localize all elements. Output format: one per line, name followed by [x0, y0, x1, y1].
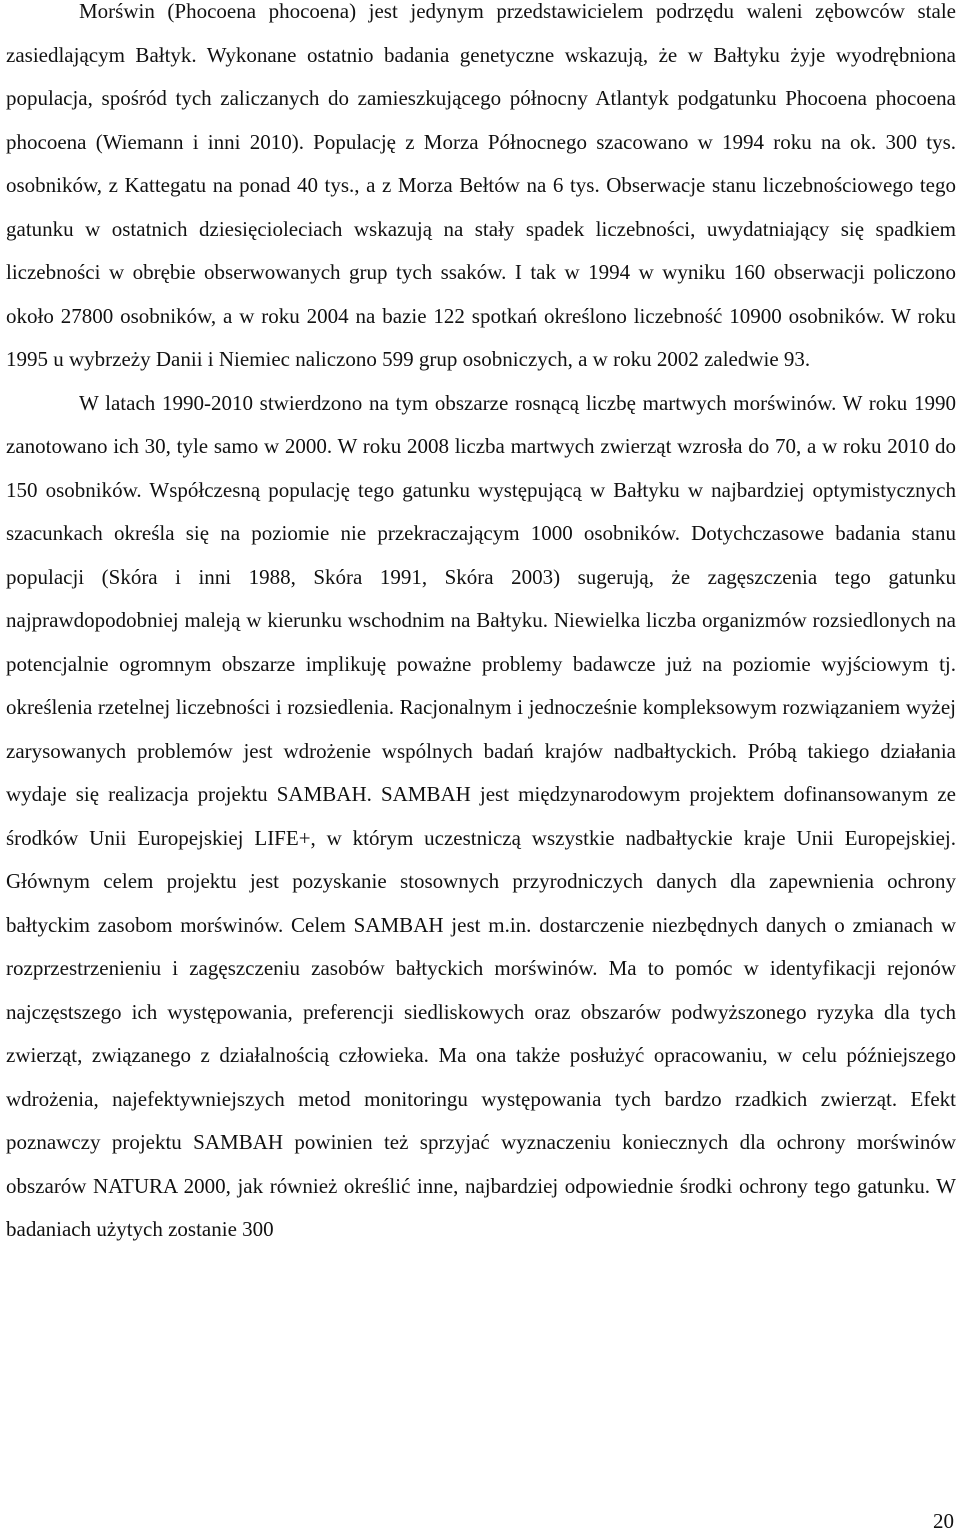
- document-body: [6, 0, 956, 1252]
- paragraph-harbour-porpoise-population: Morświn (Phocoena phocoena) jest jedynym przedstawicielem podrzędu waleni zębowców stale zasiedlającym Bałtyk. Wykonane ostatnio badania genetyczne wskazują, że w Bałtyku żyje wyodrębniona populacja, spośród tych zaliczanych do zamieszkującego północny Atlantyk podgatunku Phocoena phocoena phocoena (Wiemann i inni 2010). Populację z Morza Północnego szacowano w 1994 roku na ok. 300 tys. osobników, z Kattegatu na ponad 40 tys., a z Morza Bełtów na 6 tys. Obserwacje stanu liczebnościowego tego gatunku w ostatnich dziesięcioleciach wskazują na stały spadek liczebności, uwydatniający się spadkiem liczebności w obrębie obserwowanych grup tych ssaków. I tak w 1994 w wyniku 160 obserwacji policzono około 27800 osobników, a w roku 2004 na bazie 122 spotkań określono liczebność 10900 osobników. W roku 1995 u wybrzeży Danii i Niemiec naliczono 599 grup osobniczych, a w roku 2002 zaledwie 93.: [6, 0, 956, 371]
- paragraph-sambah-project: W latach 1990-2010 stwierdzono na tym obszarze rosnącą liczbę martwych morświnów. W roku 1990 zanotowano ich 30, tyle samo w 2000. W roku 2008 liczba martwych zwierząt wzrosła do 70, a w roku 2010 do 150 osobników. Współczesną populację tego gatunku występującą w Bałtyku w najbardziej optymistycznych szacunkach określa się na poziomie nie przekraczającym 1000 osobników. Dotychczasowe badania stanu populacji (Skóra i inni 1988, Skóra 1991, Skóra 2003) sugerują, że zagęszczenia tego gatunku najprawdopodobniej maleją w kierunku wschodnim na Bałtyku. Niewielka liczba organizmów rozsiedlonych na potencjalnie ogromnym obszarze implikuję poważne problemy badawcze już na poziomie wyjściowym tj. określenia rzetelnej liczebności i rozsiedlenia. Racjonalnym i jednocześnie kompleksowym rozwiązaniem wyżej zarysowanych problemów jest wdrożenie wspólnych badań krajów nadbałtyckich. Próbą takiego działania wydaje się realizacja projektu SAMBAH. SAMBAH jest międzynarodowym projektem dofinansowanym ze środków Unii Europejskiej LIFE+, w którym uczestniczą wszystkie nadbałtyckie kraje Unii Europejskiej. Głównym celem projektu jest pozyskanie stosownych przyrodniczych danych dla zapewnienia ochrony bałtyckim zasobom morświnów. Celem SAMBAH jest m.in. dostarczenie niezbędnych danych o zmianach w rozprzestrzenieniu i zagęszczeniu zasobów bałtyckich morświnów. Ma to pomóc w identyfikacji rejonów najczęstszego ich występowania, preferencji siedliskowych oraz obszarów podwyższonego ryzyka dla tych zwierząt, związanego z działalnością człowieka. Ma ona także posłużyć opracowaniu, w celu późniejszego wdrożenia, najefektywniejszych metod monitoringu występowania tych bardzo rzadkich zwierząt. Efekt poznawczy projektu SAMBAH powinien też sprzyjać wyznaczeniu koniecznych dla ochrony morświnów obszarów NATURA 2000, jak również określić inne, najbardziej odpowiednie środki ochrony tego gatunku. W badaniach użytych zostanie 300: [6, 390, 956, 1241]
- page-number: 20: [933, 1509, 954, 1533]
